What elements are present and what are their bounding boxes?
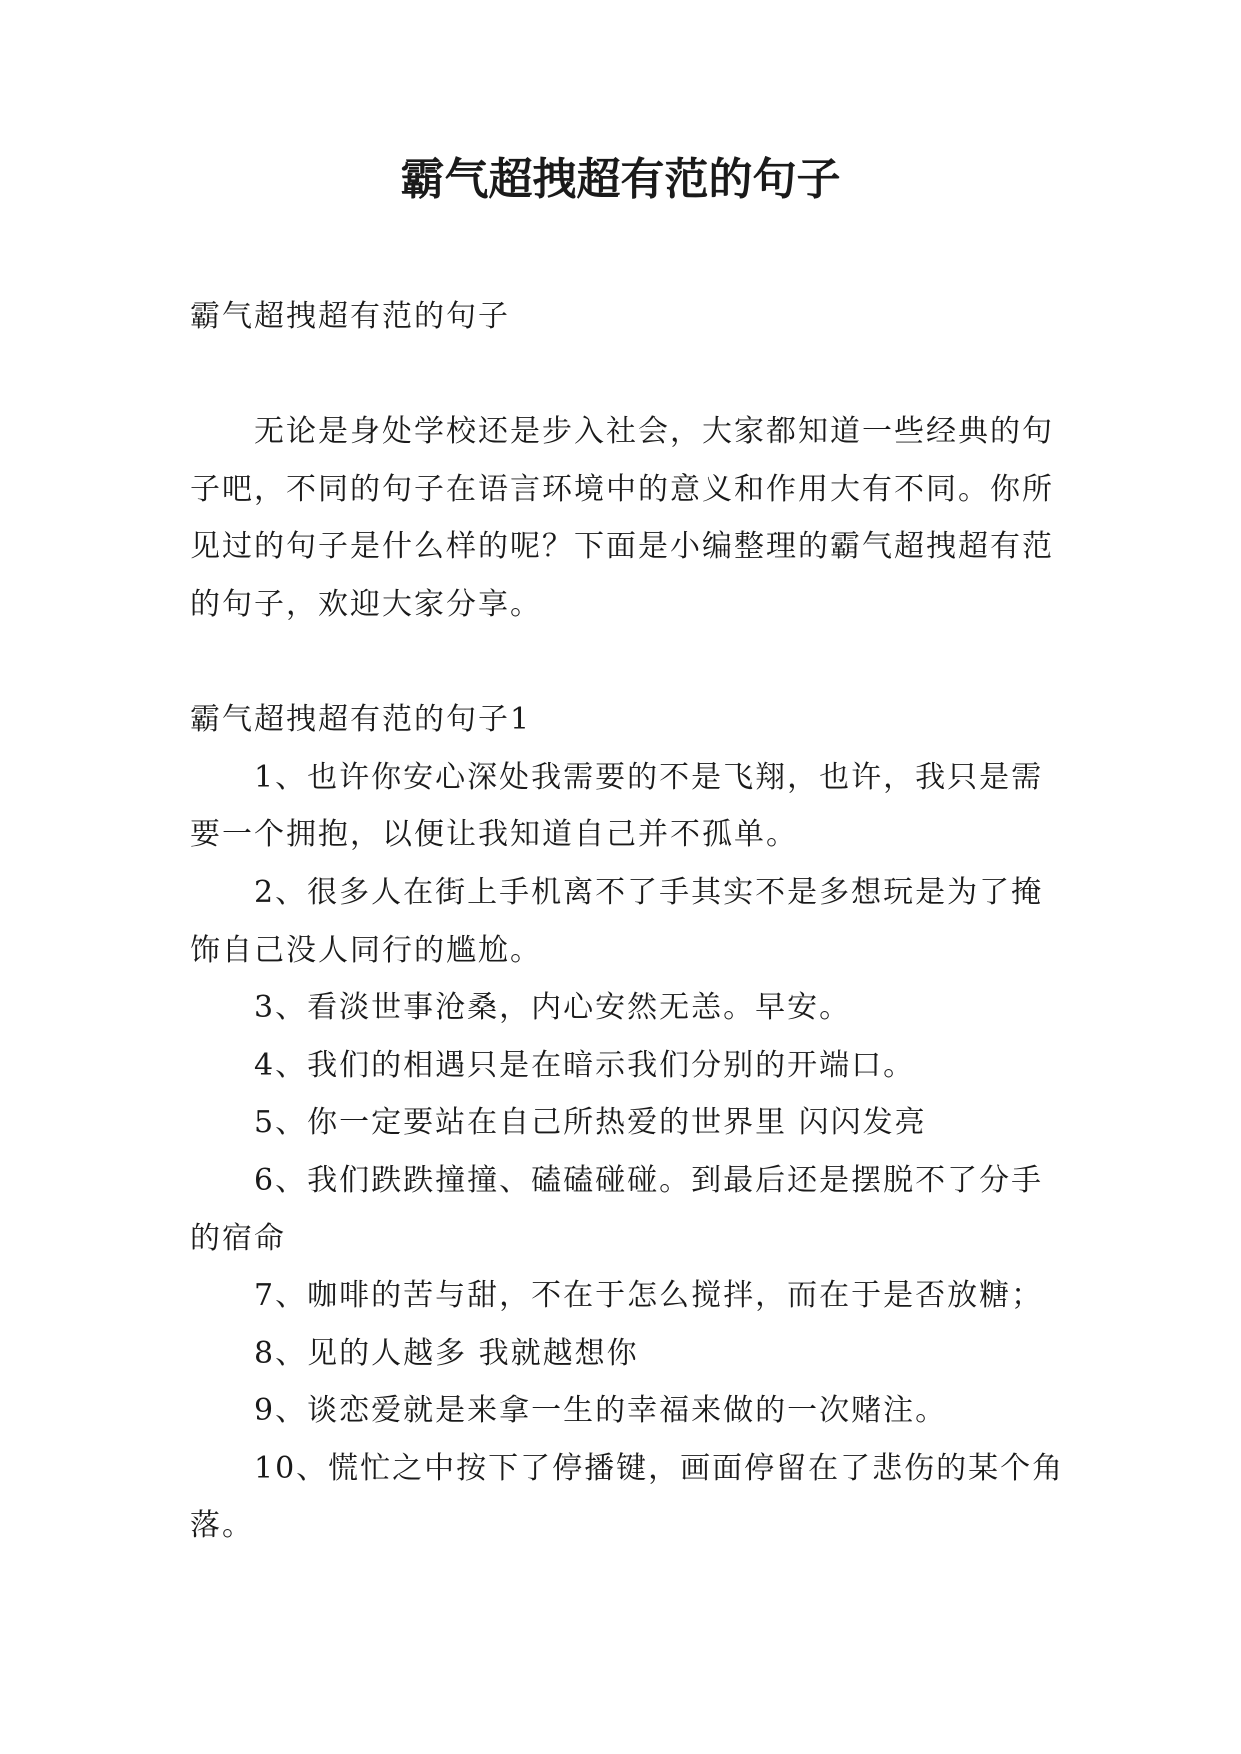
- list-item: 7、咖啡的苦与甜，不在于怎么搅拌，而在于是否放糖；: [254, 1278, 1044, 1314]
- list-item: 6、我们跌跌撞撞、磕磕碰碰。到最后还是摆脱不了分手的宿命: [190, 1162, 1044, 1256]
- list-item: 5、你一定要站在自己所热爱的世界里 闪闪发亮: [254, 1105, 927, 1141]
- section-heading: 霸气超拽超有范的句子1: [190, 702, 532, 738]
- list-item: 9、谈恋爱就是来拿一生的幸福来做的一次赌注。: [254, 1393, 948, 1429]
- document-body: [190, 288, 1070, 1555]
- document-title: 霸气超拽超有范的句子: [400, 154, 841, 205]
- list-item: 3、看淡世事沧桑，内心安然无恙。早安。: [254, 990, 852, 1026]
- list-item: 1、也许你安心深处我需要的不是飞翔，也许，我只是需要一个拥抱，以便让我知道自己并不孤单。: [190, 759, 1044, 853]
- list-item: 4、我们的相遇只是在暗示我们分别的开端口。: [254, 1047, 916, 1083]
- document-subtitle: 霸气超拽超有范的句子: [190, 299, 510, 334]
- list-item: 8、见的人越多 我就越想你: [254, 1335, 639, 1371]
- list-item: 2、很多人在街上手机离不了手其实不是多想玩是为了掩饰自己没人同行的尴尬。: [190, 874, 1044, 968]
- list-item: 10、慌忙之中按下了停播键，画面停留在了悲伤的某个角落。: [190, 1450, 1065, 1544]
- intro-paragraph: 无论是身处学校还是步入社会，大家都知道一些经典的句子吧，不同的句子在语言环境中的意义和作用大有不同。你所见过的句子是什么样的呢？下面是小编整理的霸气超拽超有范的句子，欢迎大家分享。: [190, 414, 1054, 622]
